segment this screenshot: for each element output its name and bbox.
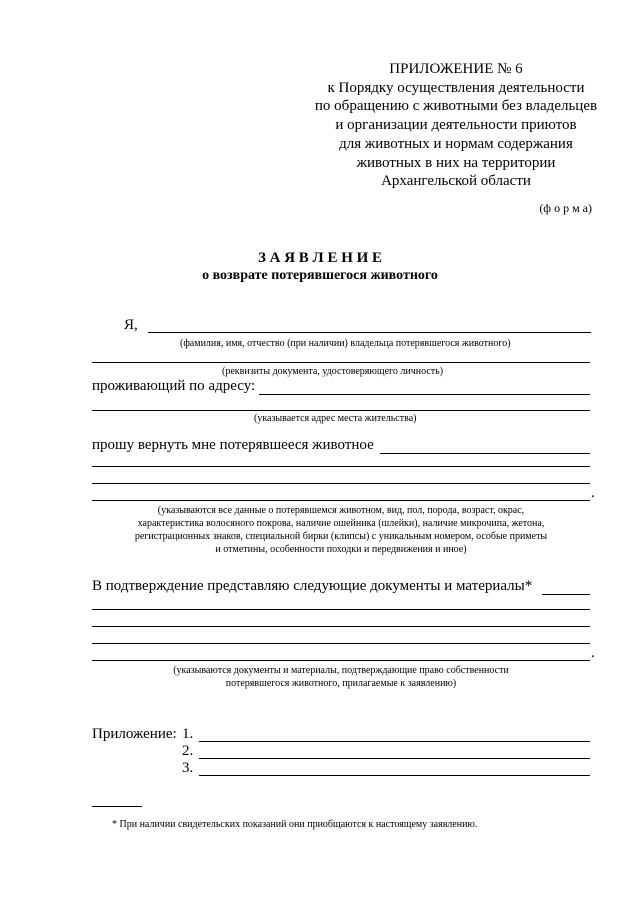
footnote: * При наличии свидетельских показаний они приобщаются к настоящему заявлению. bbox=[112, 819, 478, 830]
animal-field-2[interactable] bbox=[92, 466, 590, 467]
request-hint-line-3: регистрационных знаков, специальной бирки (клипсы) с уникальным номером, особые приметы bbox=[134, 531, 548, 542]
animal-field-4[interactable] bbox=[92, 500, 590, 501]
confirmation-label: В подтверждение представляю следующие документы и материалы* bbox=[92, 578, 533, 594]
request-hint-line-1: (указываются все данные о потерявшемся животном, вид, пол, порода, возраст, окрас, bbox=[157, 505, 525, 516]
document-title: З А Я В Л Е Н И Е bbox=[257, 250, 383, 266]
attachment-field-1[interactable] bbox=[199, 741, 590, 742]
confirmation-field-3[interactable] bbox=[92, 626, 590, 627]
appendix-header bbox=[296, 60, 616, 191]
appendix-title: ПРИЛОЖЕНИЕ № 6 bbox=[389, 61, 523, 77]
address-field-2[interactable] bbox=[92, 410, 590, 411]
address-field[interactable] bbox=[259, 394, 590, 395]
form-label: (ф о р м а) bbox=[539, 201, 592, 215]
hint-address: (указывается адрес места жительства) bbox=[254, 413, 417, 424]
confirmation-end-mark: . bbox=[591, 645, 595, 661]
document-details-field[interactable] bbox=[92, 362, 590, 363]
confirmation-hint bbox=[92, 664, 590, 690]
attachment-field-3[interactable] bbox=[199, 775, 590, 776]
request-hint-line-4: и отметины, особенности походки и передвижения и иное) bbox=[215, 544, 467, 555]
confirmation-field[interactable] bbox=[542, 594, 590, 595]
attachment-field-2[interactable] bbox=[199, 758, 590, 759]
appendix-line-1: к Порядку осуществления деятельности bbox=[327, 79, 585, 96]
animal-field-3[interactable] bbox=[92, 483, 590, 484]
appendix-line-5: животных в них на территории bbox=[356, 154, 556, 171]
footnote-divider bbox=[92, 806, 142, 807]
animal-field[interactable] bbox=[380, 453, 590, 454]
request-hint bbox=[92, 504, 590, 556]
confirmation-field-5[interactable] bbox=[92, 660, 590, 661]
appendix-line-3: и организации деятельности приютов bbox=[335, 117, 577, 134]
confirmation-hint-line-2: потерявшегося животного, прилагаемые к заявлению) bbox=[225, 678, 457, 689]
appendix-line-2: по обращению с животными без владельцев bbox=[314, 98, 598, 115]
hint-name: (фамилия, имя, отчество (при наличии) владельца потерявшегося животного) bbox=[180, 338, 511, 349]
hint-document: (реквизиты документа, удостоверяющего личность) bbox=[222, 366, 444, 377]
request-label: прошу вернуть мне потерявшееся животное bbox=[92, 437, 374, 453]
request-end-mark: . bbox=[591, 485, 595, 501]
attachments-label: Приложение: bbox=[92, 726, 177, 742]
request-hint-line-2: характеристика волосяного покрова, наличие ошейника (шлейки), наличие микрочипа, жетона, bbox=[137, 518, 545, 529]
attachment-number-2: 2. bbox=[182, 743, 194, 759]
attachment-number-1: 1. bbox=[182, 726, 194, 742]
document-subtitle: о возврате потерявшегося животного bbox=[202, 268, 438, 283]
applicant-prefix: Я, bbox=[124, 317, 138, 333]
confirmation-field-2[interactable] bbox=[92, 609, 590, 610]
appendix-line-6: Архангельской области bbox=[381, 173, 531, 190]
applicant-name-field[interactable] bbox=[148, 332, 591, 333]
appendix-line-4: для животных и нормам содержания bbox=[339, 135, 573, 152]
address-label: проживающий по адресу: bbox=[92, 378, 256, 394]
confirmation-field-4[interactable] bbox=[92, 643, 590, 644]
attachment-number-3: 3. bbox=[182, 760, 194, 776]
confirmation-hint-line-1: (указываются документы и материалы, подтверждающие право собственности bbox=[173, 665, 509, 676]
